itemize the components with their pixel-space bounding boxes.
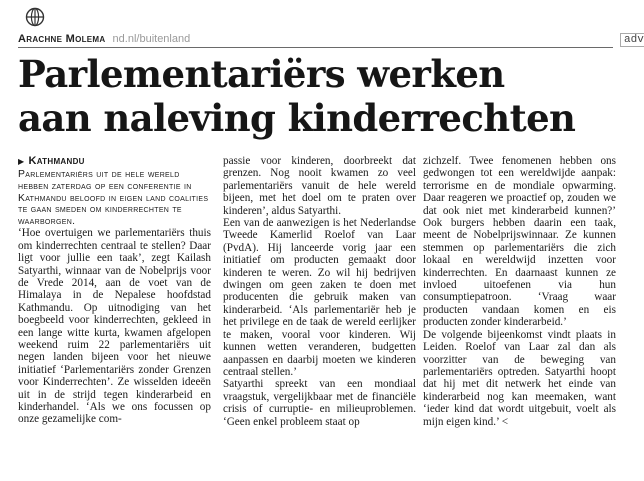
body-paragraph: De volgende bijeenkomst vindt plaats in Leiden. Roelof van Laar zal dan als voorzitter van de beweging van parlementariërs optreden. Satyarthi hoopt dat hij met dit netwerk het einde van kinderarbeid nog kan meemaken, want ‘ieder kind dat wordt uitgebuit, voelt als mijn eigen kind.’ <: [423, 328, 616, 428]
dateline-text: Kathmandu: [28, 155, 85, 167]
section-url: nd.nl/buitenland: [112, 33, 191, 45]
body-paragraph: ‘Hoe overtuigen we parlementariërs thuis om kinderrechten centraal te stellen? Daar ligt voor jullie een taak’, zegt Kailash Satyarthi, winnaar van de Nobelprijs voor de Vrede 2014, aan de voet van de Himalaya in de Nepalese hoofdstad Kathmandu. Op uitnodiging van het boegbeeld voor kinderrechten, gekleed in een lange witte kurta, kwamen afgelopen weekend ruim 22 parlementariërs uit negen landen bijeen voor het nieuwe initiatief ‘Parlementariërs zonder Grenzen voor Kinderrechten’. Ze wisselden ideeën uit in de strijd tegen kinderarbeid en kinderhandel. ‘Als we ons focussen op onze gezamelijke com-: [18, 227, 211, 426]
column-3: [423, 155, 616, 428]
advertisement-tag: adv: [620, 33, 644, 47]
triangle-icon: ▶: [18, 157, 25, 166]
lead-paragraph: Parlementariërs uit de hele wereld hebben zaterdag op een conferentie in Kathmandu beloofd in eigen land coalities te gaan smeden om kinderrechten te waarborgen.: [18, 169, 209, 227]
body-paragraph: Een van de aanwezigen is het Nederlandse Tweede Kamerlid Roelof van Laar (PvdA). Hij lanceerde vorig jaar een initiatief om producten gemaakt door kinderen te weren. Zo wil hij bedrijven dwingen om geen zaken te doen met producenten die gebruik maken van kinderarbeid. ‘Als parlementariër heb je het privilege en de taak de wereld eerlijker te maken, vooral voor kinderen. Wij kunnen wetten veranderen, budgetten aanpassen en daarbij moeten we kinderen centraal stellen.’: [223, 217, 416, 378]
column-2: [223, 155, 416, 428]
headline-line-2: aan naleving kinderrechten: [18, 96, 576, 140]
byline: [18, 33, 190, 46]
dateline: [18, 155, 211, 168]
column-1: [18, 155, 211, 426]
globe-icon: [25, 7, 45, 27]
author-name: Arachne Molema: [18, 33, 106, 45]
body-paragraph: passie voor kinderen, doorbreekt dat grenzen. Nog nooit kwamen zo veel parlementariërs vanuit de hele wereld bijeen, met het doel om te praten over kinderen’, aldus Satyarthi.: [223, 155, 416, 217]
headline-line-1: Parlementariërs werken: [18, 52, 505, 96]
body-paragraph: Satyarthi spreekt van een mondiaal vraagstuk, vergelijkbaar met de financiële crisis of curruptie- en milieuproblemen. ‘Geen enkel probleem staat op: [223, 378, 416, 428]
body-paragraph: zichzelf. Twee fenomenen hebben ons gedwongen tot een wereldwijde aanpak: terrorisme en de mondiale opwarming. Daar reageren we proactief op, zouden we dat ook niet met kinderarbeid kunnen?’ Ook burgers hebben daarin een taak, meent de Nobelprijswinnaar. Ze kunnen stemmen op parlementariërs die zich lokaal en wereldwijd inzetten voor kinderrechten. En daarnaast kunnen ze invloed uitoefenen via hun consumptiepatroon. ‘Vraag waar producten vandaan komen en eis producten zonder kinderarbeid.’: [423, 155, 616, 329]
headline: [18, 52, 633, 140]
header-divider: [18, 47, 613, 48]
top-bar: [0, 0, 640, 30]
